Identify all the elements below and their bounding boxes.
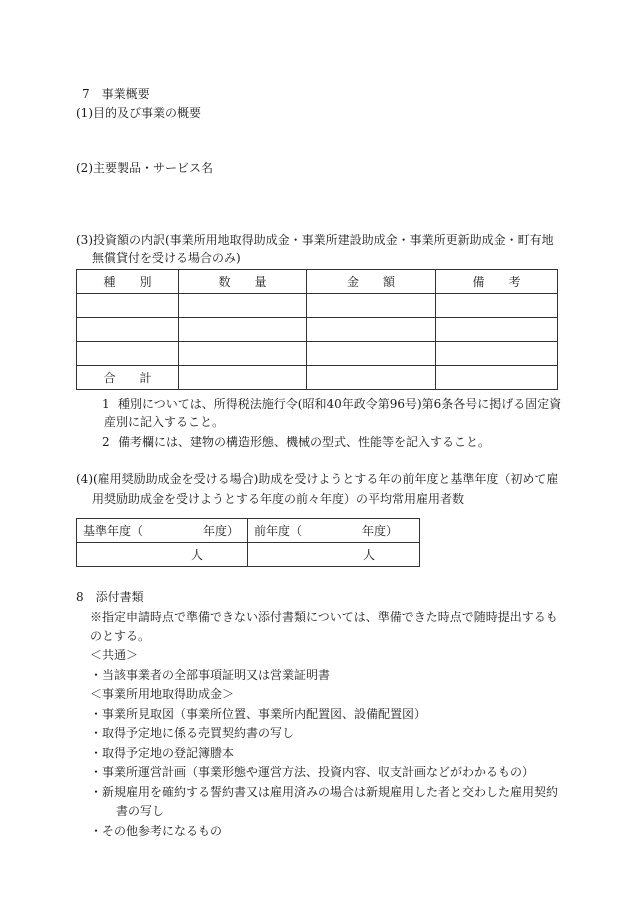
note-1-text: 種別については、所得税法施行令(昭和40年政令第96号)第6条各号に掲げる固定資	[118, 397, 562, 411]
employee-count-table	[76, 518, 420, 567]
table-cell[interactable]	[77, 318, 179, 342]
prev-year-count-unit[interactable]: 人	[248, 543, 420, 567]
header-remarks: 備 考	[436, 270, 558, 294]
list-item-cont: 書の写し	[116, 804, 165, 818]
common-label: ＜共通＞	[90, 648, 139, 662]
table-cell[interactable]	[436, 366, 558, 390]
list-item: ・取得予定地に係る売買契約書の写し	[90, 726, 295, 740]
subsection-4-title: (4)(雇用奨励助成金を受ける場合)助成を受けようとする年の前年度と基準年度（初めて雇	[76, 472, 559, 486]
total-label: 合 計	[77, 366, 179, 390]
note-2-text: 備考欄には、建物の構造形態、機械の型式、性能等を記入すること。	[118, 435, 491, 449]
subsection-1-title: (1)目的及び事業の概要	[76, 106, 201, 120]
subsection-3-title: (3)投資額の内訳(事業所用地取得助成金・事業所建設助成金・事業所更新助成金・町有地	[76, 233, 554, 247]
prev-year-label: 前年度（ 年度）	[248, 519, 420, 543]
note-2-number: 2	[102, 435, 110, 449]
table-row	[77, 342, 558, 366]
table-cell[interactable]	[179, 318, 307, 342]
section-8-heading: 8 添付書類	[76, 590, 144, 604]
section-7-heading: 7 事業概要	[82, 87, 150, 101]
note-1-number: 1	[102, 397, 110, 411]
table-cell[interactable]	[436, 318, 558, 342]
table-cell[interactable]	[179, 342, 307, 366]
header-amount: 金 額	[307, 270, 436, 294]
table-cell[interactable]	[307, 366, 436, 390]
table-cell[interactable]	[179, 366, 307, 390]
subsection-4-title-cont: 用奨励助成金を受けようとする年度の前々年度）の平均常用雇用者数	[92, 492, 465, 506]
table-cell[interactable]	[307, 318, 436, 342]
base-year-count-unit[interactable]: 人	[77, 543, 248, 567]
table-row	[77, 543, 420, 567]
list-item: ・事業所運営計画（事業形態や運営方法、投資内容、収支計画などがわかるもの）	[90, 765, 535, 779]
attachment-note-cont: のとする。	[90, 629, 151, 643]
table-cell[interactable]	[307, 342, 436, 366]
header-type: 種 別	[77, 270, 179, 294]
header-quantity: 数 量	[179, 270, 307, 294]
attachment-note: ※指定申請時点で準備できない添付書類については、準備できた時点で随時提出するも	[90, 610, 558, 624]
table-header-row	[77, 270, 558, 294]
table-cell[interactable]	[77, 342, 179, 366]
table-row	[77, 294, 558, 318]
table-row	[77, 318, 558, 342]
note-1-text-cont: 産別に記入すること。	[104, 415, 225, 429]
table-cell[interactable]	[179, 294, 307, 318]
subsection-3-title-cont: 無償貸付を受ける場合のみ)	[92, 251, 241, 265]
table-total-row	[77, 366, 558, 390]
land-grant-label: ＜事業所用地取得助成金＞	[90, 687, 235, 701]
list-item: ・取得予定地の登記簿謄本	[90, 746, 235, 760]
table-header-row	[77, 519, 420, 543]
table-cell[interactable]	[307, 294, 436, 318]
base-year-label: 基準年度（ 年度）	[77, 519, 248, 543]
table-cell[interactable]	[436, 294, 558, 318]
table-cell[interactable]	[77, 294, 179, 318]
list-item: ・事業所見取図（事業所位置、事業所内配置図、設備配置図）	[90, 707, 427, 721]
investment-table	[76, 269, 558, 390]
list-item: ・その他参考になるもの	[90, 824, 223, 838]
subsection-2-title: (2)主要製品・サービス名	[76, 161, 213, 175]
list-item: ・新規雇用を確約する誓約書又は雇用済みの場合は新規雇用した者と交わした雇用契約	[90, 785, 559, 799]
table-cell[interactable]	[436, 342, 558, 366]
list-item: ・当該事業者の全部事項証明又は営業証明書	[90, 668, 331, 682]
